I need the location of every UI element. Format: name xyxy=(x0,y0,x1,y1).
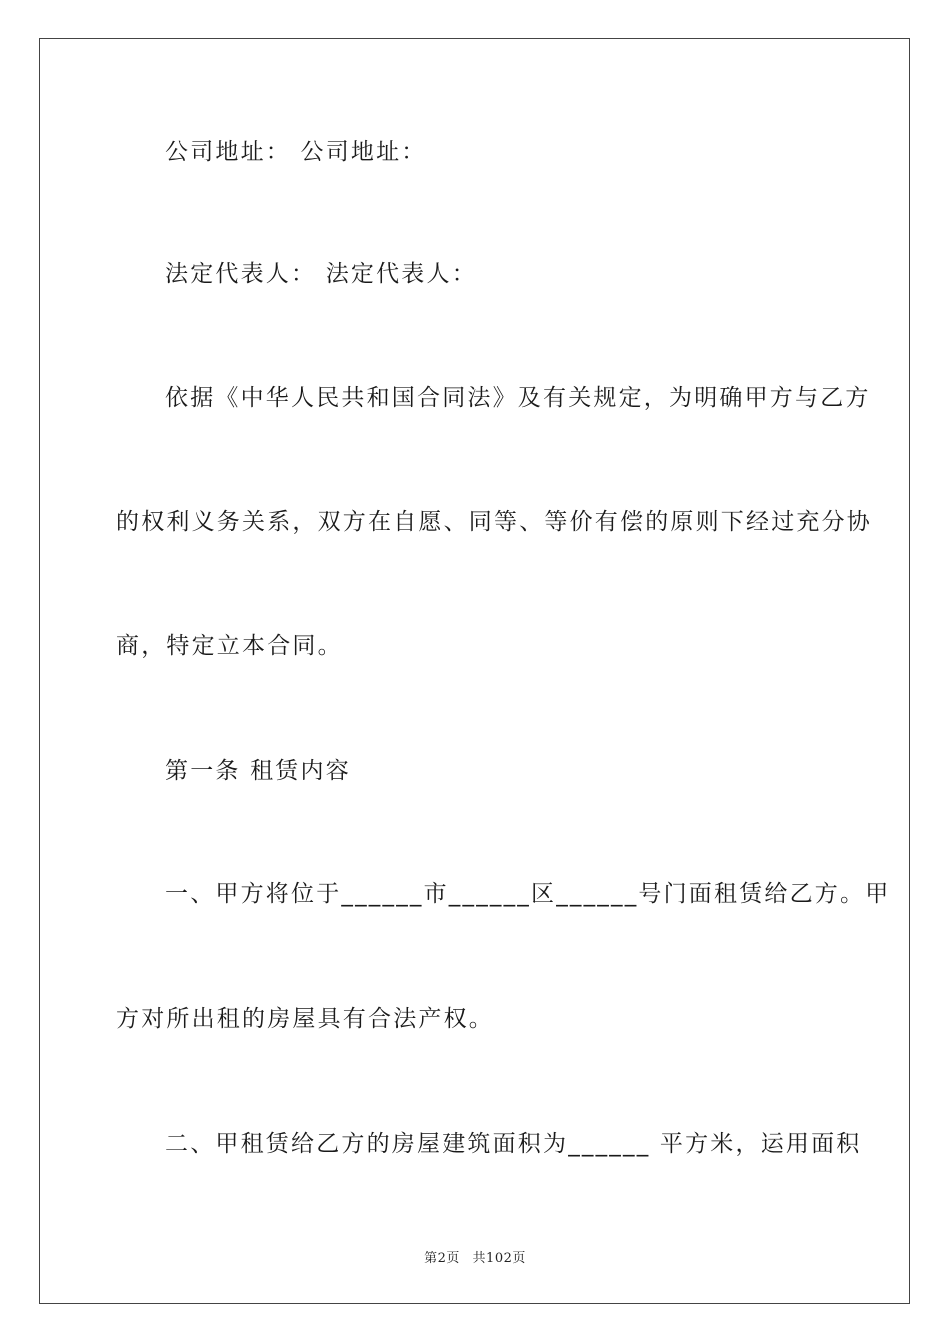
text-clause-one-line-2: 方对所出租的房屋具有合法产权。 xyxy=(116,1006,494,1032)
text-paragraph-line-2: 的权利义务关系，双方在自愿、同等、等价有偿的原则下经过充分协 xyxy=(116,509,872,535)
page-footer xyxy=(0,1247,950,1266)
text-clause-two-line-1: 二、甲租赁给乙方的房屋建筑面积为______ 平方米，运用面积 xyxy=(165,1131,862,1157)
text-paragraph-line-1: 依据《中华人民共和国合同法》及有关规定，为明确甲方与乙方 xyxy=(165,385,871,411)
text-legal-representative: 法定代表人： 法定代表人： xyxy=(165,261,477,287)
text-company-address: 公司地址： 公司地址： xyxy=(165,139,427,165)
text-paragraph-line-3: 商，特定立本合同。 xyxy=(116,633,343,659)
text-article-one-heading: 第一条 租赁内容 xyxy=(165,758,351,784)
page-border xyxy=(39,38,910,1304)
text-clause-one-line-1: 一、甲方将位于______市______区______号门面租赁给乙方。甲 xyxy=(165,881,891,907)
page-number: 第2页 xyxy=(424,1251,460,1266)
page-total: 共102页 xyxy=(472,1251,526,1266)
